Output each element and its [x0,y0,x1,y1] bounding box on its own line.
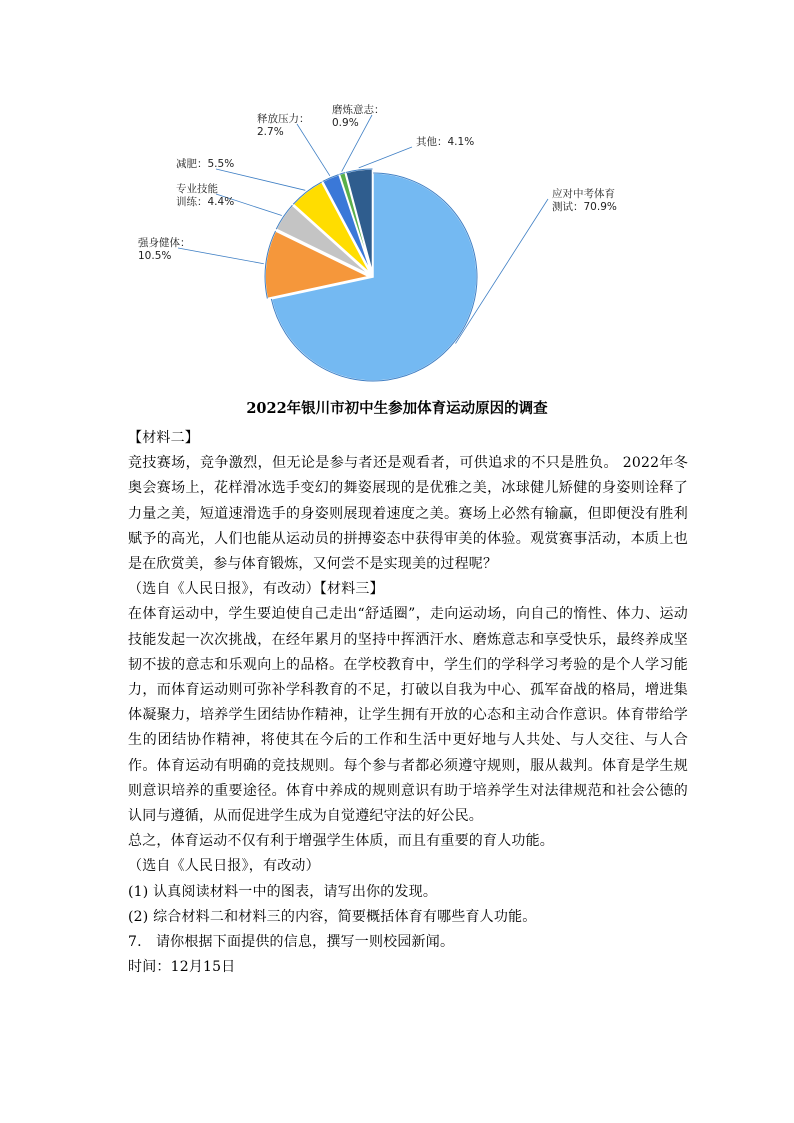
leader-line-4 [297,124,330,176]
leader-line-1 [178,248,264,264]
slice-label-line: 其他：4.1% [416,136,475,148]
slice-label-5 [332,103,385,129]
slice-label-0 [552,187,617,213]
chart-title: 2022年银川市初中生参加体育运动原因的调查 [246,400,548,417]
slice-label-line: 应对中考体育 [552,188,615,200]
slice-label-line: 磨炼意志： [332,104,385,116]
question-1: (1) 认真阅读材料一中的图表，请写出你的发现。 [128,883,438,900]
summary-line: 总之，体育运动不仅有利于增强学生体质，而且有重要的育人功能。 [128,833,554,850]
source-note-2: （选自《人民日报》，有改动） [128,858,320,875]
heading-material-2: 【材料二】 [128,430,199,446]
slice-label-line: 强身健体： [138,237,191,249]
slice-label-4 [257,112,310,138]
slice-label-line: 训练：4.4% [176,196,235,208]
slice-label-line: 2.7% [257,126,284,138]
pie-chart [0,0,794,395]
slice-label-line: 0.9% [332,117,359,129]
paragraph-material-2: 竞技赛场，竞争激烈，但无论是参与者还是观看者，可供追求的不只是胜负。 2022年冬奥会赛场上，花样滑冰选手变幻的舞姿展现的是优雅之美，冰球健儿矫健的身姿则诠释了力量之美，短道速滑选手的身姿则展现着速度之美。赛场上必然有输赢，但即便没有胜利赋予的高光，人们也能从运动员的拼搏姿态中获得审美的体验。观赏赛事活动，本质上也是在欣赏美，参与体育锻炼，又何尝不是实现美的过程呢？ [128,455,688,573]
slice-label-3 [176,157,234,170]
slice-label-line: 测试：70.9% [552,201,617,213]
slice-label-line: 10.5% [138,250,172,262]
time-line: 时间：12月15日 [128,959,236,976]
slice-label-line: 专业技能 [176,183,218,195]
slice-label-2 [176,182,234,208]
leader-line-3 [216,169,305,190]
slice-label-6 [416,135,474,148]
body-text [128,426,688,980]
question-2: (2) 综合材料二和材料三的内容，简要概括体育有哪些育人功能。 [128,908,537,925]
slice-label-line: 减肥：5.5% [176,158,235,170]
slice-label-line: 释放压力： [257,113,310,125]
paragraph-material-3: 在体育运动中，学生要迫使自己走出“舒适圈”，走向运动场，向自己的惰性、体力、运动技能发起一次次挑战，在经年累月的坚持中挥洒汗水、磨炼意志和享受快乐，最终养成坚韧不拔的意志和乐观向上的品格。在学校教育中，学生们的学科学习考验的是个人学习能力，而体育运动则可弥补学科教育的不足，打破以自我为中心、孤军奋战的格局，增进集体凝聚力，培养学生团结协作精神，让学生拥有开放的心态和主动合作意识。体育带给学生的团结协作精神，将使其在今后的工作和生活中更好地与人共处、与人交往、与人合作。体育运动有明确的竞技规则。每个参与者都必须遵守规则，服从裁判。体育是学生规则意识培养的重要途径。体育中养成的规则意识有助于培养学生对法律规范和社会公德的认同与遵循，从而促进学生成为自觉遵纪守法的好公民。 [128,606,688,825]
leader-line-6 [359,147,412,168]
question-7: 7. 请你根据下面提供的信息，撰写一则校园新闻。 [128,934,455,951]
source-note-1: （选自《人民日报》，有改动）【材料三】 [128,581,384,598]
pie-chart-area [0,0,794,395]
